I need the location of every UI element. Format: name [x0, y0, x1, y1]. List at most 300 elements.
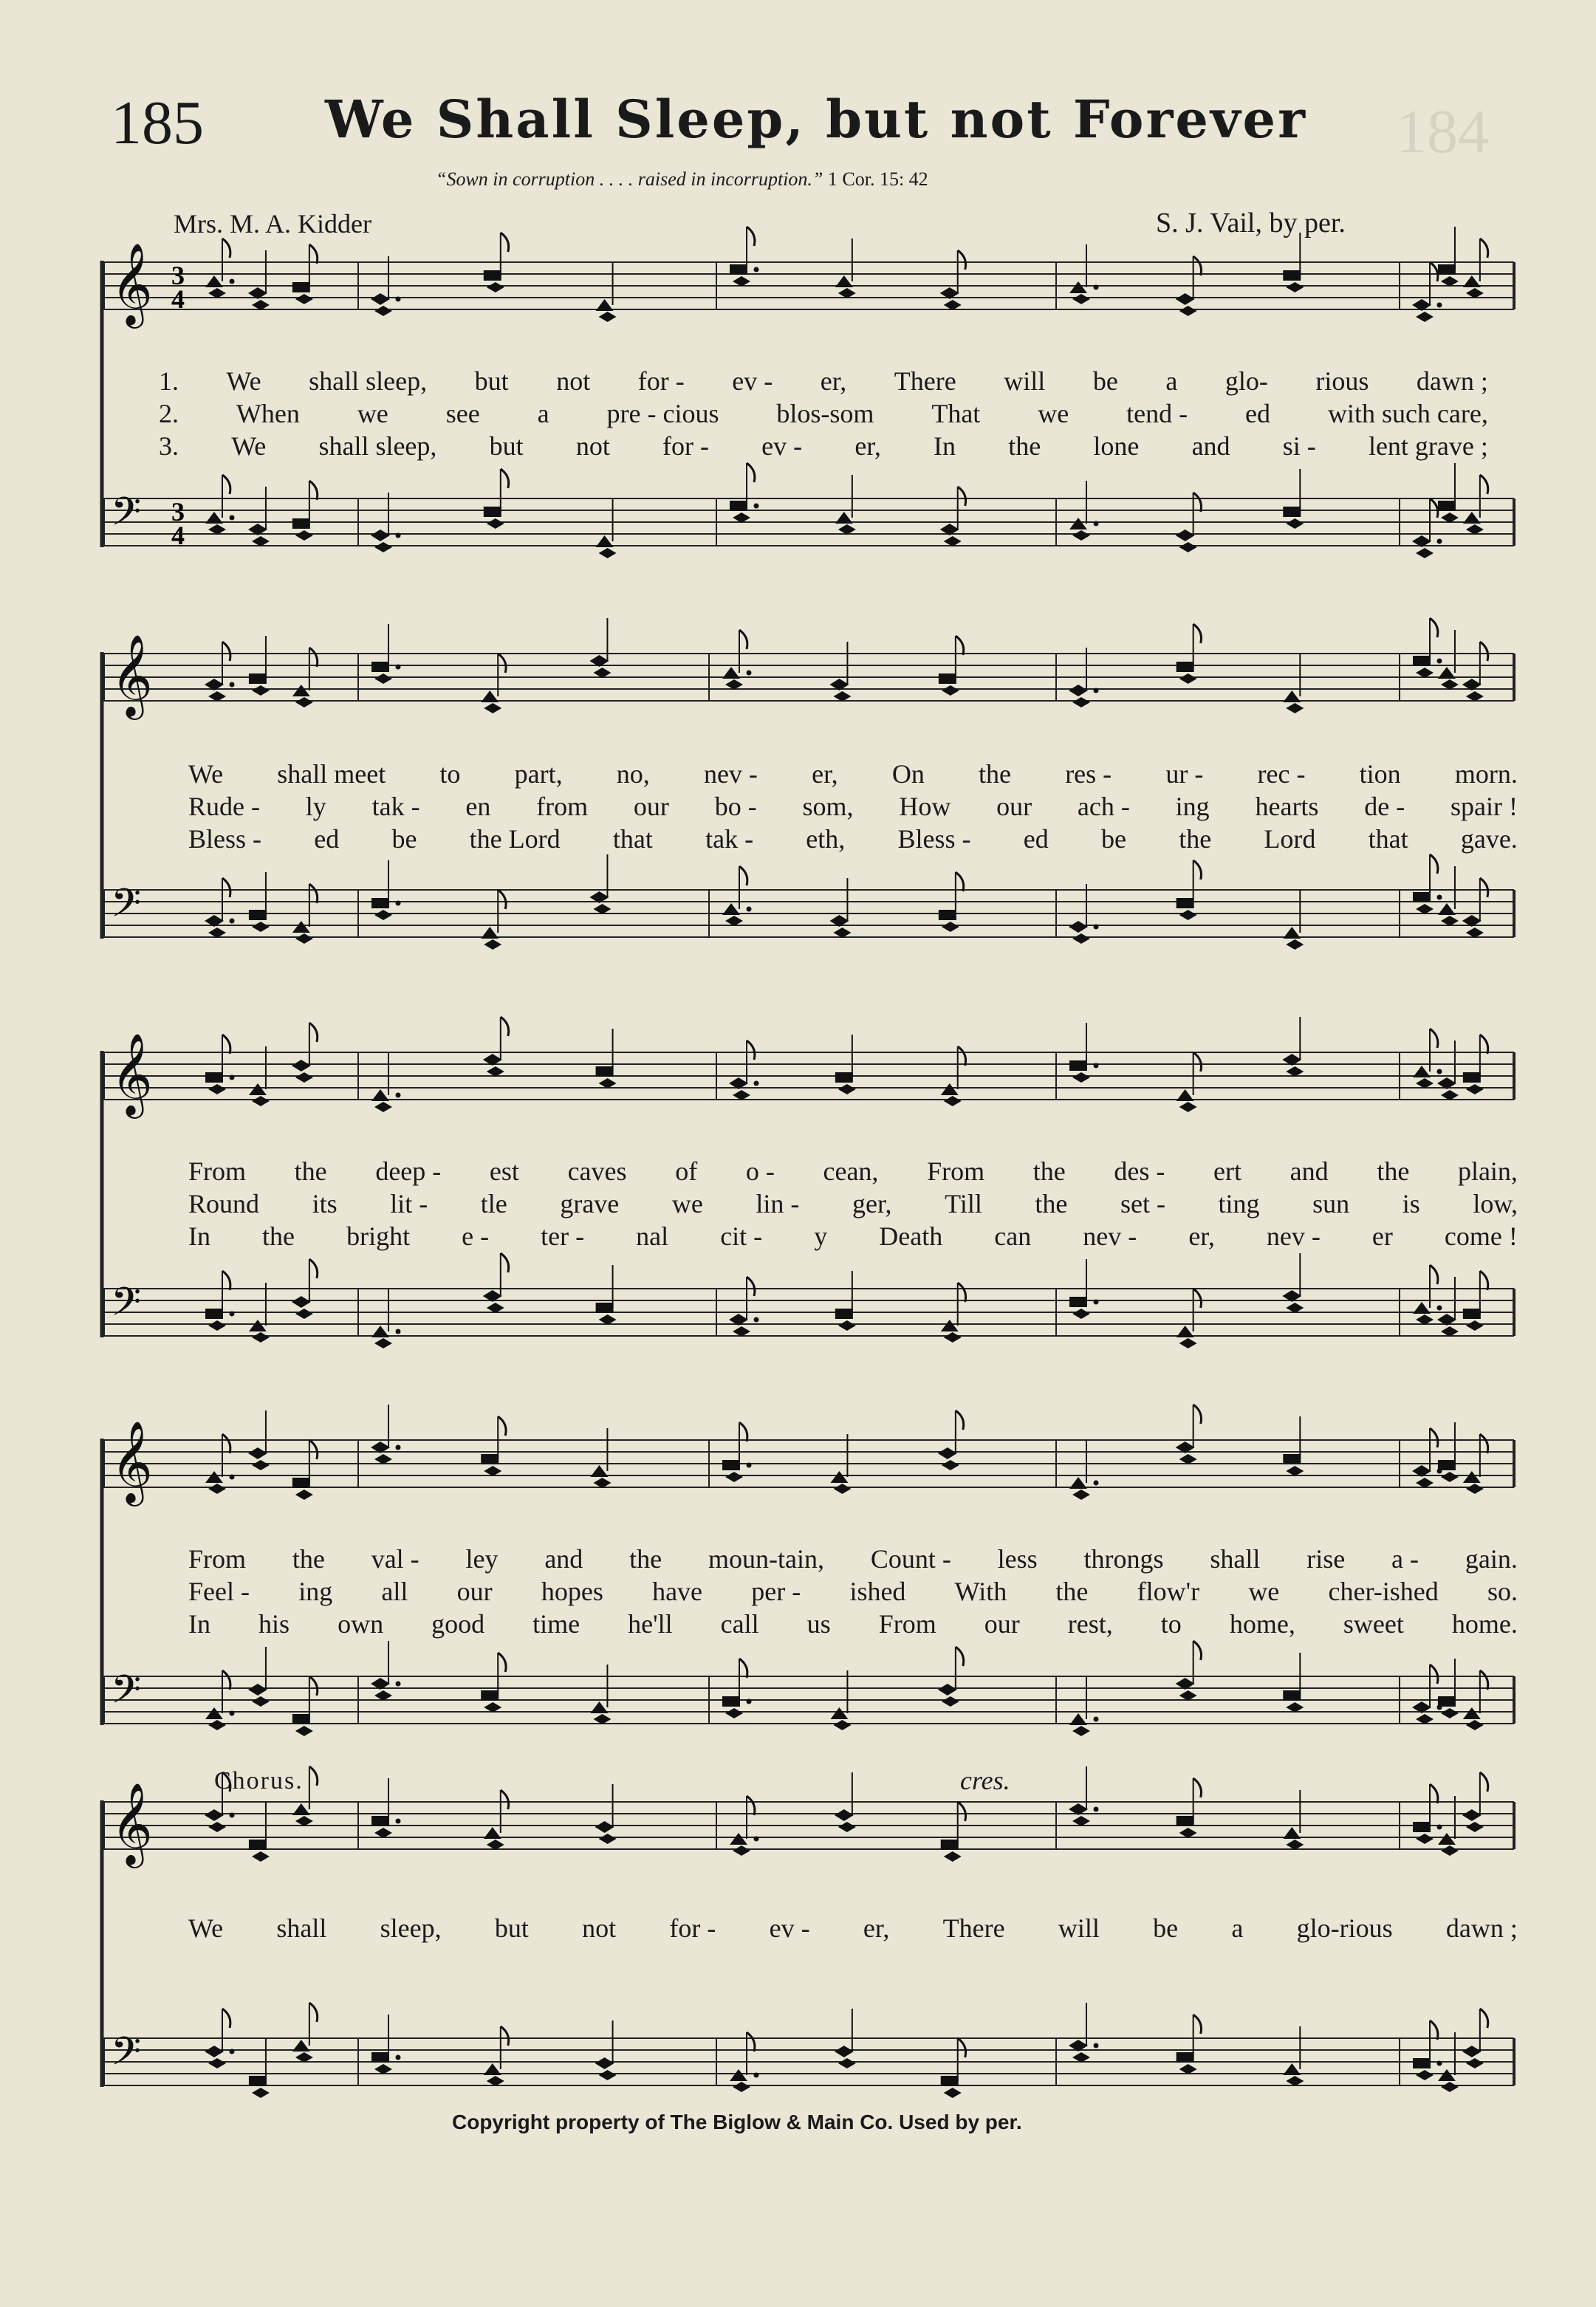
shape-note-head	[374, 1690, 392, 1701]
dot	[1094, 1300, 1099, 1305]
shape-note-head	[1069, 685, 1088, 696]
shape-note-head	[942, 1696, 959, 1707]
lyric-syllable: 1.	[159, 366, 179, 396]
shape-note-head	[205, 2046, 224, 2057]
shape-note-head	[733, 1090, 750, 1100]
shape-note-head	[1179, 542, 1197, 552]
shape-note-head	[1069, 281, 1087, 293]
lyric-syllable: but	[494, 1913, 529, 1943]
lyric-syllable: be	[1153, 1913, 1179, 1943]
lyric-syllable: er,	[854, 431, 881, 461]
note-flag	[1193, 1641, 1202, 1660]
lyric-syllable: the	[979, 759, 1011, 789]
lyric-syllable: the	[292, 1544, 325, 1574]
lyric-syllable: er,	[820, 366, 847, 396]
shape-note-head	[944, 2088, 962, 2098]
shape-note-head	[1441, 1708, 1459, 1718]
shape-note-head	[1286, 1840, 1304, 1850]
shape-note-head	[481, 1454, 499, 1464]
shape-note-head	[292, 685, 310, 696]
shape-note-head	[249, 1083, 267, 1095]
lyric-syllable: we	[671, 1189, 703, 1218]
bass-staff	[103, 1253, 1514, 1348]
shape-note-head	[1466, 1720, 1484, 1730]
note-flag	[956, 872, 964, 891]
bass-staff	[103, 463, 1514, 558]
note-flag	[1480, 1670, 1488, 1690]
shape-note-head	[1438, 903, 1456, 915]
shape-note-head	[1462, 1809, 1482, 1821]
shape-note-head	[596, 1303, 614, 1313]
dot	[1437, 2061, 1442, 2066]
time-signature-top: 3	[171, 261, 185, 290]
lyric-syllable: Count -	[870, 1544, 951, 1574]
shape-note-head	[295, 2052, 313, 2063]
lyric-syllable: is	[1402, 1189, 1420, 1218]
shape-note-head	[249, 1320, 267, 1331]
shape-note-head	[1441, 1472, 1459, 1482]
lyric-syllable: cher-ished	[1328, 1577, 1439, 1606]
shape-note-head	[487, 2076, 504, 2086]
epigraph-reference: 1 Cor. 15: 42	[827, 168, 928, 190]
lyric-syllable: We	[231, 431, 267, 461]
note-flag	[309, 1676, 318, 1696]
shape-note-head	[205, 1309, 223, 1319]
shape-note-head	[1466, 928, 1484, 938]
lyric-syllable: hearts	[1255, 792, 1319, 821]
lyric-syllable: ed	[1245, 399, 1271, 428]
lyric-syllable: spair !	[1451, 792, 1518, 821]
lyric-syllable: eth,	[806, 824, 846, 854]
shape-note-head	[208, 1484, 226, 1494]
lyric-syllable: set -	[1120, 1189, 1165, 1218]
dot	[1437, 1306, 1442, 1311]
lyric-syllable: home.	[1451, 1609, 1518, 1639]
shape-note-head	[295, 1816, 313, 1826]
shape-note-head	[725, 1708, 743, 1718]
note-flag	[956, 636, 964, 655]
treble-clef-icon: 𝄞	[111, 1032, 153, 1115]
dot	[396, 665, 401, 670]
shape-note-head	[1177, 1326, 1194, 1337]
shape-note-head	[205, 512, 223, 524]
shape-note-head	[249, 1840, 267, 1850]
shape-note-head	[596, 535, 614, 547]
dot	[1094, 688, 1099, 693]
shape-note-head	[1413, 2058, 1431, 2068]
shape-note-head	[248, 1684, 267, 1696]
dot	[1094, 2043, 1099, 2049]
lyric-syllable: part,	[514, 759, 563, 789]
note-flag	[747, 1796, 755, 1815]
dot	[230, 1475, 235, 1480]
dot	[1437, 1825, 1442, 1830]
shape-note-head	[484, 1827, 501, 1839]
lyric-syllable: That	[931, 399, 981, 428]
lyric-syllable: for -	[637, 366, 685, 396]
shape-note-head	[371, 662, 389, 672]
shape-note-head	[593, 904, 611, 914]
lyric-syllable: he'll	[628, 1609, 673, 1639]
note-flag	[1480, 1271, 1488, 1290]
note-flag	[1430, 2020, 1438, 2040]
shape-note-head	[487, 1840, 504, 1850]
dot	[230, 1813, 235, 1818]
lyric-syllable: som,	[802, 792, 854, 821]
time-signature-top: 3	[171, 497, 185, 527]
shape-note-head	[590, 1701, 608, 1713]
shape-note-head	[484, 939, 501, 950]
shape-note-head	[725, 916, 743, 926]
shape-note-head	[208, 2058, 226, 2068]
lyric-syllable: From	[927, 1156, 985, 1186]
shape-note-head	[487, 518, 504, 529]
lyric-syllable: our	[984, 1609, 1020, 1639]
note-flag	[1193, 624, 1202, 643]
dot	[1437, 303, 1442, 308]
dot	[747, 671, 752, 676]
lyric-syllable: for -	[669, 1913, 716, 1943]
composer-credit: S. J. Vail, by per.	[1156, 208, 1346, 239]
lyric-syllable: the	[1035, 1189, 1068, 1218]
bass-clef-icon: 𝄢	[111, 490, 142, 544]
shape-note-head	[733, 513, 750, 523]
shape-note-head	[374, 1454, 392, 1464]
note-flag	[1430, 498, 1438, 518]
shape-note-head	[292, 1803, 310, 1815]
note-flag	[1193, 1289, 1202, 1308]
shape-note-head	[484, 1702, 501, 1713]
dot	[754, 2073, 759, 2078]
note-flag	[1430, 262, 1438, 281]
shape-note-head	[1413, 656, 1431, 666]
lyric-syllable: ing	[1175, 792, 1210, 821]
shape-note-head	[374, 1102, 392, 1112]
shape-note-head	[208, 524, 226, 535]
lyric-syllable: Lord	[1264, 824, 1316, 854]
shape-note-head	[1438, 667, 1456, 679]
lyric-syllable: sun	[1312, 1189, 1350, 1218]
shape-note-head	[1177, 1816, 1194, 1826]
shape-note-head	[1069, 518, 1087, 529]
shape-note-head	[1177, 662, 1194, 672]
note-flag	[958, 2038, 966, 2057]
music-staff-svg	[103, 1782, 1521, 2112]
note-flag	[747, 2032, 755, 2051]
note-flag	[498, 1653, 506, 1672]
shape-note-head	[252, 2088, 270, 2098]
shape-note-head	[252, 922, 270, 932]
lyric-line	[188, 758, 1518, 789]
shape-note-head	[1286, 1466, 1304, 1476]
lyric-syllable: have	[652, 1577, 703, 1606]
lyric-syllable: ly	[305, 792, 326, 821]
shape-note-head	[484, 507, 501, 517]
lyric-line	[188, 1221, 1518, 1252]
shape-note-head	[1416, 548, 1434, 558]
lyric-syllable: low,	[1473, 1189, 1518, 1218]
dot	[230, 279, 235, 284]
lyric-syllable: its	[312, 1189, 338, 1218]
dot	[396, 1329, 401, 1334]
dot	[396, 533, 401, 538]
shape-note-head	[295, 697, 313, 707]
bass-staff	[103, 854, 1514, 950]
lyric-syllable: nal	[636, 1221, 669, 1251]
shape-note-head	[1462, 2046, 1482, 2057]
shape-note-head	[1438, 1696, 1456, 1707]
shape-note-head	[838, 524, 856, 535]
shape-note-head	[1463, 1072, 1481, 1083]
lyric-syllable: bright	[346, 1221, 411, 1251]
bass-clef-icon: 𝄢	[111, 1280, 142, 1334]
lyric-syllable: When	[236, 399, 300, 428]
shape-note-head	[1466, 2058, 1484, 2068]
lyric-syllable: o -	[745, 1156, 775, 1186]
shape-note-head	[1177, 898, 1194, 908]
lyric-syllable: be	[1092, 366, 1118, 396]
lyric-line	[188, 1608, 1518, 1639]
lyric-syllable: flow'r	[1137, 1577, 1200, 1606]
shape-note-head	[1466, 1320, 1484, 1331]
shape-note-head	[1072, 2052, 1090, 2063]
note-flag	[222, 1670, 230, 1690]
note-flag	[501, 1253, 509, 1272]
shape-note-head	[1441, 1090, 1459, 1100]
note-flag	[498, 654, 506, 673]
lyric-syllable: a	[1165, 366, 1178, 396]
shape-note-head	[1438, 1460, 1456, 1470]
dot	[754, 267, 759, 272]
shape-note-head	[722, 1460, 740, 1470]
shape-note-head	[938, 1684, 957, 1696]
lyric-syllable: be	[391, 824, 417, 854]
shape-note-head	[484, 2063, 501, 2075]
shape-note-head	[252, 1851, 270, 1862]
lyric-syllable: deep -	[375, 1156, 442, 1186]
lyric-syllable: tion	[1359, 759, 1401, 789]
note-flag	[309, 648, 318, 667]
note-flag	[1430, 1265, 1438, 1284]
lyric-syllable: sweet	[1343, 1609, 1404, 1639]
lyric-syllable: time	[532, 1609, 580, 1639]
shape-note-head	[484, 703, 501, 713]
shape-note-head	[939, 673, 956, 684]
lyric-syllable: shall sleep,	[318, 431, 437, 461]
note-flag	[309, 1766, 318, 1786]
lyric-syllable: ed	[1023, 824, 1049, 854]
lyric-syllable: In	[188, 1221, 210, 1251]
lyric-syllable: we	[1038, 399, 1069, 428]
shape-note-head	[599, 548, 617, 558]
shape-note-head	[484, 1466, 501, 1476]
shape-note-head	[1416, 1314, 1434, 1325]
lyric-syllable: gain.	[1465, 1544, 1518, 1574]
shape-note-head	[830, 1707, 848, 1719]
note-flag	[1193, 256, 1202, 275]
treble-staff	[103, 618, 1514, 720]
shape-note-head	[1072, 933, 1090, 944]
dot	[396, 901, 401, 906]
lyric-syllable: val -	[371, 1544, 419, 1574]
lyric-syllable: a	[1231, 1913, 1244, 1943]
shape-note-head	[1286, 1303, 1304, 1313]
shape-note-head	[599, 1078, 617, 1089]
shape-note-head	[1072, 1309, 1090, 1319]
lyric-line	[159, 398, 1488, 429]
shape-note-head	[596, 1066, 614, 1077]
lyric-syllable: er,	[812, 759, 838, 789]
dot	[230, 515, 235, 521]
note-flag	[747, 463, 755, 482]
lyric-syllable: ev -	[732, 366, 773, 396]
shape-note-head	[205, 1809, 224, 1821]
shape-note-head	[374, 306, 392, 316]
note-flag	[1430, 1428, 1438, 1447]
lyric-syllable: nev -	[1266, 1221, 1321, 1251]
shape-note-head	[295, 1072, 313, 1083]
shape-note-head	[1283, 270, 1301, 281]
lyric-syllable: the	[1377, 1156, 1410, 1186]
lyric-syllable: cean,	[823, 1156, 879, 1186]
dot	[754, 1081, 759, 1086]
note-flag	[222, 239, 230, 258]
lyric-syllable: cit -	[720, 1221, 763, 1251]
shape-note-head	[1286, 2076, 1304, 2086]
lyric-syllable: sleep,	[380, 1913, 442, 1943]
shape-note-head	[371, 1326, 389, 1337]
bass-clef-icon: 𝄢	[111, 1667, 142, 1722]
shape-note-head	[595, 2057, 614, 2069]
shape-note-head	[252, 1696, 270, 1707]
lyric-syllable: morn.	[1454, 759, 1518, 789]
shape-note-head	[487, 1066, 504, 1077]
lyric-syllable: bo -	[714, 792, 757, 821]
shape-note-head	[371, 898, 389, 908]
shape-note-head	[1286, 703, 1304, 713]
crescendo-marking: cres.	[960, 1766, 1010, 1795]
lyric-syllable: des -	[1114, 1156, 1165, 1186]
shape-note-head	[1466, 288, 1484, 298]
note-flag	[309, 481, 318, 500]
shape-note-head	[722, 903, 740, 915]
treble-staff	[103, 227, 1514, 329]
shape-note-head	[944, 1096, 962, 1106]
dot	[396, 297, 401, 302]
shape-note-head	[1413, 892, 1431, 902]
lyric-syllable: not	[575, 431, 610, 461]
shape-note-head	[1286, 939, 1304, 950]
dot	[754, 1317, 759, 1323]
treble-staff	[103, 1405, 1514, 1506]
shape-note-head	[599, 2070, 617, 2080]
note-flag	[739, 1422, 747, 1442]
lyric-syllable: grave	[560, 1189, 620, 1218]
author-credit: Mrs. M. A. Kidder	[174, 209, 371, 239]
shape-note-head	[252, 300, 270, 310]
shape-note-head	[835, 1309, 853, 1319]
shape-note-head	[593, 1478, 611, 1488]
shape-note-head	[942, 1460, 959, 1470]
shape-note-head	[833, 928, 851, 938]
lyric-line	[188, 1543, 1518, 1574]
dot	[1437, 895, 1442, 900]
shape-note-head	[733, 276, 750, 287]
lyric-syllable: shall	[276, 1913, 327, 1943]
lyric-line	[188, 1913, 1518, 1944]
shape-note-head	[205, 1072, 223, 1083]
lyric-syllable: the	[1008, 431, 1041, 461]
dot	[1437, 659, 1442, 664]
shape-note-head	[292, 1060, 311, 1072]
note-flag	[222, 1035, 230, 1054]
shape-note-head	[1416, 1078, 1434, 1089]
shape-note-head	[481, 1690, 499, 1701]
note-flag	[956, 1647, 964, 1666]
shape-note-head	[833, 1484, 851, 1494]
shape-note-head	[1413, 1302, 1431, 1314]
lyric-syllable: us	[806, 1609, 831, 1639]
lyric-syllable: our	[633, 792, 669, 821]
shape-note-head	[1179, 2064, 1197, 2074]
shape-note-head	[292, 921, 310, 933]
shape-note-head	[1072, 697, 1090, 707]
note-flag	[222, 2009, 230, 2028]
note-flag	[498, 890, 506, 909]
shape-note-head	[1466, 1084, 1484, 1094]
note-flag	[222, 878, 230, 897]
shape-note-head	[1441, 513, 1459, 523]
treble-staff	[103, 1017, 1514, 1119]
shape-note-head	[593, 1714, 611, 1724]
lyric-syllable: throngs	[1083, 1544, 1164, 1574]
hymn-number: 185	[111, 89, 204, 157]
note-flag	[1193, 493, 1202, 512]
dot	[1094, 1807, 1099, 1812]
note-flag	[1480, 1434, 1488, 1453]
epigraph	[436, 168, 928, 191]
lyric-syllable: We	[226, 366, 261, 396]
shape-note-head	[252, 685, 270, 696]
time-signature-bottom: 4	[171, 521, 185, 550]
lyric-syllable: and	[1290, 1156, 1329, 1186]
shape-note-head	[1176, 529, 1195, 541]
dot	[230, 919, 235, 924]
lyric-syllable: but	[489, 431, 524, 461]
shape-note-head	[1179, 1828, 1197, 1838]
lyric-syllable: the	[262, 1221, 295, 1251]
note-flag	[739, 630, 747, 649]
lyric-syllable: will	[1058, 1913, 1100, 1943]
shape-note-head	[292, 282, 310, 292]
shape-note-head	[595, 1821, 614, 1833]
lyric-syllable: the	[294, 1156, 327, 1186]
note-flag	[309, 884, 318, 903]
lyric-syllable: good	[431, 1609, 485, 1639]
shape-note-head	[1072, 1072, 1090, 1083]
lyric-syllable: ing	[298, 1577, 333, 1606]
lyric-syllable: ev -	[761, 431, 803, 461]
shape-note-head	[484, 270, 501, 281]
lyric-syllable: not	[556, 366, 591, 396]
lyric-syllable: a	[537, 399, 549, 428]
note-flag	[739, 1659, 747, 1678]
dot	[230, 1711, 235, 1716]
lyric-syllable: so.	[1487, 1577, 1518, 1606]
lyric-syllable: er,	[1188, 1221, 1215, 1251]
lyric-syllable: nev -	[703, 759, 758, 789]
lyric-syllable: lent grave ;	[1368, 431, 1488, 461]
